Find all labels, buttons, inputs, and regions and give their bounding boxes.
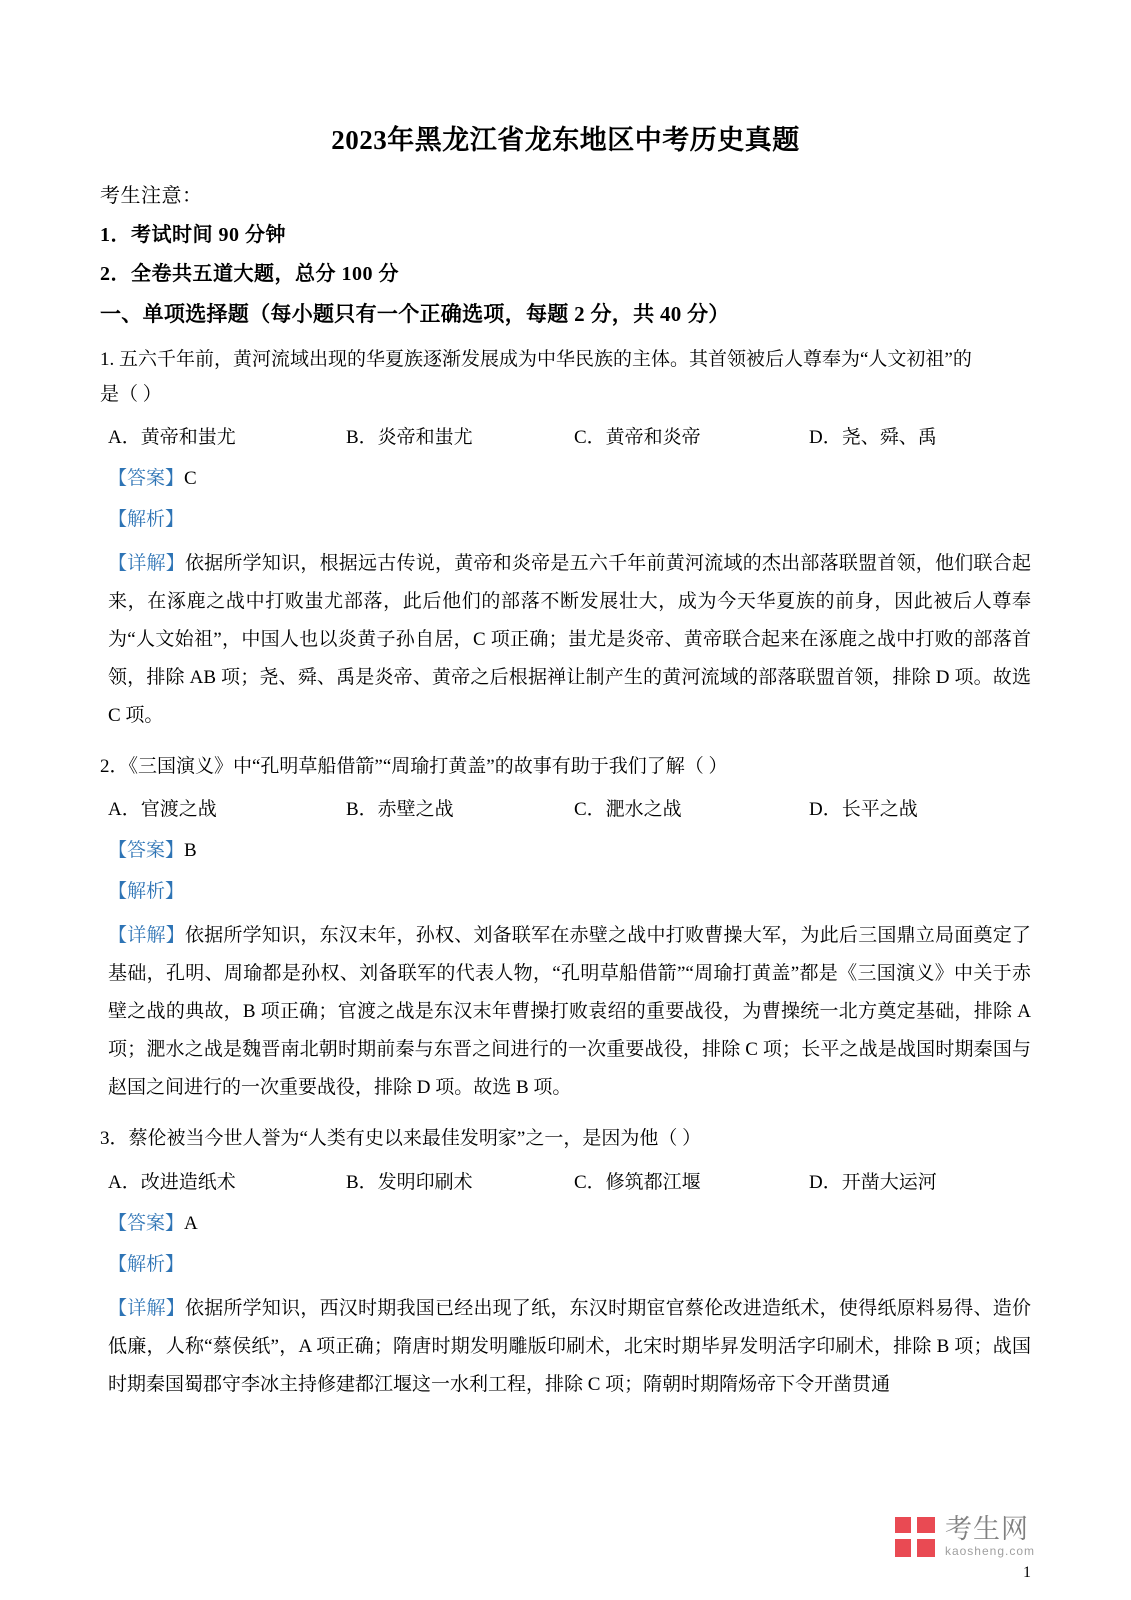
option-b[interactable]: B．发明印刷术 bbox=[346, 1171, 473, 1193]
question-stem-line: 2．《三国演义》中“孔明草船借箭”“周瑜打黄盖”的故事有助于我们了解（ ） bbox=[100, 756, 728, 778]
option-row bbox=[100, 794, 1031, 821]
watermark-cn: 考生网 bbox=[944, 1514, 1029, 1545]
option-row bbox=[100, 1167, 1031, 1194]
section-heading: 一、单项选择题（每小题只有一个正确选项，每题 2 分，共 40 分） bbox=[100, 302, 730, 326]
exam-notice-item-2: 2．全卷共五道大题，总分 100 分 bbox=[100, 263, 399, 285]
answer-tag: 【答案】 bbox=[108, 468, 185, 490]
option-a[interactable]: A．官渡之战 bbox=[108, 799, 217, 821]
detail-tag: 【详解】 bbox=[108, 553, 185, 575]
watermark-logo-icon bbox=[895, 1517, 935, 1557]
exam-notice-item-1: 1．考试时间 90 分钟 bbox=[100, 224, 286, 246]
answer-line bbox=[100, 1208, 1031, 1235]
analysis-tag: 【解析】 bbox=[108, 509, 185, 531]
exam-notice-label: 考生注意： bbox=[100, 185, 203, 207]
watermark bbox=[895, 1515, 1035, 1558]
answer-line bbox=[100, 835, 1031, 862]
analysis-line bbox=[100, 504, 1031, 531]
detail-block bbox=[100, 545, 1031, 735]
detail-block bbox=[100, 917, 1031, 1107]
detail-tag: 【详解】 bbox=[108, 1297, 185, 1319]
option-c[interactable]: C．修筑都江堰 bbox=[574, 1171, 701, 1193]
detail-tag: 【详解】 bbox=[108, 925, 185, 947]
detail-text: 依据所学知识，根据远古传说，黄帝和炎帝是五六千年前黄河流域的杰出部落联盟首领，他们联合起来，在涿鹿之战中打败蚩尤部落，此后他们的部落不断发展壮大，成为今天华夏族的前身，因此被后人尊奉为“人文始祖”，中国人也以炎黄子孙自居，C 项正确；蚩尤是炎帝、黄帝联合起来在涿鹿之战中打败的部落首领，排除 AB 项；尧、舜、禹是炎帝、黄帝之后根据禅让制产生的黄河流域的部落联盟首领，排除 D 项。故选 C 项。 bbox=[108, 553, 1031, 727]
option-a[interactable]: A．改进造纸术 bbox=[108, 1171, 236, 1193]
question-stem bbox=[100, 749, 1031, 784]
watermark-en: kaosheng.com bbox=[944, 1543, 1035, 1558]
answer-value: A bbox=[184, 1212, 198, 1234]
question-stem bbox=[100, 342, 1031, 412]
answer-tag: 【答案】 bbox=[108, 840, 185, 862]
detail-text: 依据所学知识，西汉时期我国已经出现了纸，东汉时期宦官蔡伦改进造纸术，使得纸原料易得、造价低廉，人称“蔡侯纸”，A 项正确；隋唐时期发明雕版印刷术，北宋时期毕昇发明活字印刷术，排除 B 项；战国时期秦国蜀郡守李冰主持修建都江堰这一水利工程，排除 C 项；隋朝时期隋炀帝下令开凿贯通 bbox=[108, 1297, 1031, 1395]
option-b[interactable]: B．炎帝和蚩尤 bbox=[346, 427, 473, 449]
option-d[interactable]: D．尧、舜、禹 bbox=[809, 427, 937, 449]
option-a[interactable]: A．黄帝和蚩尤 bbox=[108, 427, 236, 449]
page-title: 2023年黑龙江省龙东地区中考历史真题 bbox=[331, 125, 800, 155]
answer-tag: 【答案】 bbox=[108, 1212, 185, 1234]
option-row bbox=[100, 422, 1031, 449]
option-d[interactable]: D．开凿大运河 bbox=[809, 1171, 937, 1193]
question-stem bbox=[100, 1121, 1031, 1156]
analysis-line bbox=[100, 1249, 1031, 1276]
option-b[interactable]: B．赤壁之战 bbox=[346, 799, 454, 821]
option-c[interactable]: C．黄帝和炎帝 bbox=[574, 427, 701, 449]
answer-line bbox=[100, 463, 1031, 490]
watermark-text bbox=[945, 1515, 1035, 1558]
option-d[interactable]: D．长平之战 bbox=[809, 799, 918, 821]
page-number: 1 bbox=[1023, 1564, 1031, 1581]
analysis-tag: 【解析】 bbox=[108, 881, 185, 903]
question-stem-line: 1. 五六千年前，黄河流域出现的华夏族逐渐发展成为中华民族的主体。其首领被后人尊奉为“人文初祖”的 bbox=[100, 349, 972, 370]
question-stem-line: 是（ ） bbox=[100, 384, 162, 406]
answer-value: B bbox=[184, 840, 197, 862]
answer-value: C bbox=[184, 468, 197, 490]
analysis-tag: 【解析】 bbox=[108, 1253, 185, 1275]
detail-block bbox=[100, 1290, 1031, 1404]
detail-text: 依据所学知识，东汉末年，孙权、刘备联军在赤壁之战中打败曹操大军，为此后三国鼎立局面奠定了基础，孔明、周瑜都是孙权、刘备联军的代表人物，“孔明草船借箭”“周瑜打黄盖”都是《三国演义》中关于赤壁之战的典故，B 项正确；官渡之战是东汉末年曹操打败袁绍的重要战役，为曹操统一北方奠定基础，排除 A 项；淝水之战是魏晋南北朝时期前秦与东晋之间进行的一次重要战役，排除 C 项；长平之战是战国时期秦国与赵国之间进行的一次重要战役，排除 D 项。故选 B 项。 bbox=[108, 925, 1031, 1099]
option-c[interactable]: C．淝水之战 bbox=[574, 799, 682, 821]
analysis-line bbox=[100, 876, 1031, 903]
question-stem-line: 3．蔡伦被当今世人誉为“人类有史以来最佳发明家”之一，是因为他（ ） bbox=[100, 1128, 702, 1150]
